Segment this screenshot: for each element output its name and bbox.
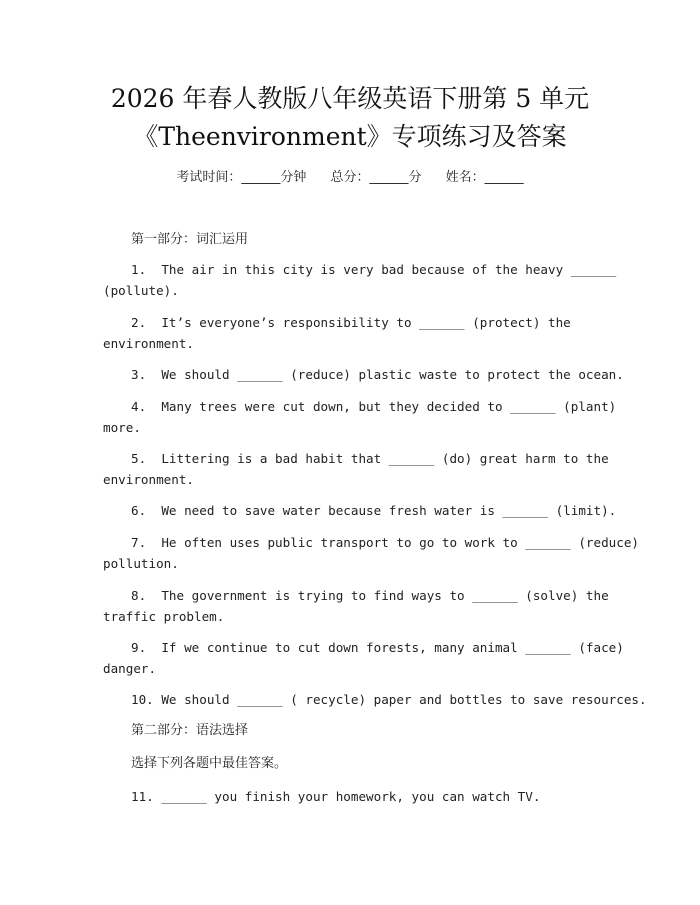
question-text-continued: more.: [103, 420, 141, 435]
total-score-field: 总分：______分: [330, 170, 422, 185]
document-title-line-2: 《Theenvironment》专项练习及答案: [133, 122, 567, 151]
question-text-continued: environment.: [103, 336, 194, 351]
question-item: [103, 786, 597, 807]
question-item: [103, 259, 617, 301]
question-text: 5. Littering is a bad habit that ______ (do) great harm to the: [131, 451, 609, 466]
question-text-continued: danger.: [103, 661, 157, 676]
question-item: [103, 637, 624, 679]
question-text-continued: environment.: [103, 472, 194, 487]
document-title-line-1: 2026 年春人教版八年级英语下册第 5 单元: [110, 84, 590, 113]
exam-time-field: 考试时间：______分钟: [176, 170, 307, 185]
section-instruction: 选择下列各题中最佳答案。: [131, 756, 288, 771]
question-item: [103, 500, 617, 521]
question-text: 3. We should ______ (reduce) plastic waste to protect the ocean.: [131, 367, 624, 382]
question-item: [103, 689, 647, 710]
question-text: 1. The air in this city is very bad because of the heavy ______: [131, 262, 617, 277]
question-text-continued: traffic problem.: [103, 609, 225, 624]
question-text-continued: pollution.: [103, 556, 179, 571]
question-text: 7. He often uses public transport to go to work to ______ (reduce): [131, 535, 639, 550]
student-name-field: 姓名：______: [445, 170, 524, 185]
question-text: 11. ______ you finish your homework, you can watch TV.: [131, 789, 541, 804]
question-item: [103, 364, 624, 385]
question-text: 10. We should ______ ( recycle) paper and bottles to save resources.: [131, 692, 647, 707]
question-text: 4. Many trees were cut down, but they decided to ______ (plant): [131, 399, 617, 414]
question-text: 9. If we continue to cut down forests, many animal ______ (face): [131, 640, 624, 655]
question-item: [103, 532, 639, 574]
exam-info-row: [0, 168, 700, 188]
question-text: 6. We need to save water because fresh water is ______ (limit).: [131, 503, 617, 518]
question-item: [103, 448, 609, 490]
section-heading-grammar: 第二部分：语法选择: [131, 723, 249, 738]
question-item: [103, 312, 597, 354]
question-text: 2. It’s everyone’s responsibility to ______ (protect) the: [131, 315, 571, 330]
question-text: 8. The government is trying to find ways to ______ (solve) the: [131, 588, 609, 603]
question-item: [103, 585, 609, 627]
question-text-continued: (pollute).: [103, 283, 179, 298]
section-heading-vocabulary: 第一部分：词汇运用: [131, 232, 249, 247]
question-item: [103, 396, 617, 438]
